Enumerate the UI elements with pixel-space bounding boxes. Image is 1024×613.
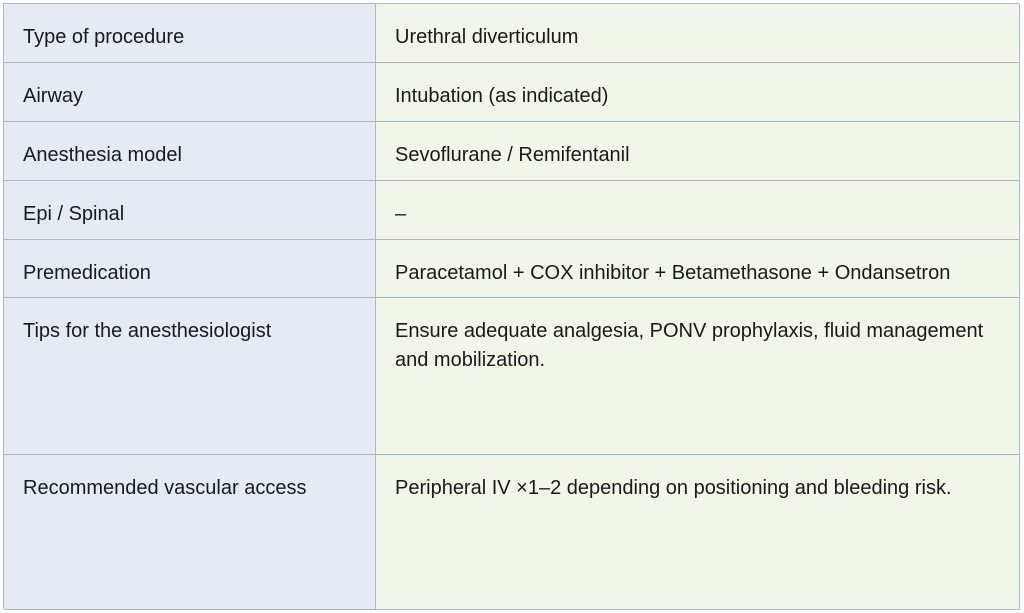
label-type-of-procedure: Type of procedure — [4, 4, 376, 63]
procedure-info-table — [3, 3, 1019, 609]
label-recommended-vascular-access: Recommended vascular access — [4, 455, 376, 610]
label-anesthesia-model: Anesthesia model — [4, 122, 376, 181]
value-recommended-vascular-access: Peripheral IV ×1–2 depending on positioning and bleeding risk. — [376, 455, 1020, 610]
label-premedication: Premedication — [4, 240, 376, 298]
label-airway: Airway — [4, 63, 376, 122]
value-tips-for-anesthesiologist: Ensure adequate analgesia, PONV prophylaxis, fluid management and mobilization. — [376, 298, 1020, 455]
value-anesthesia-model: Sevoflurane / Remifentanil — [376, 122, 1020, 181]
value-type-of-procedure: Urethral diverticulum — [376, 4, 1020, 63]
value-epi-spinal: – — [376, 181, 1020, 240]
value-airway: Intubation (as indicated) — [376, 63, 1020, 122]
label-tips-for-anesthesiologist: Tips for the anesthesiologist — [4, 298, 376, 455]
label-epi-spinal: Epi / Spinal — [4, 181, 376, 240]
value-premedication: Paracetamol + COX inhibitor + Betamethasone + Ondansetron — [376, 240, 1020, 298]
